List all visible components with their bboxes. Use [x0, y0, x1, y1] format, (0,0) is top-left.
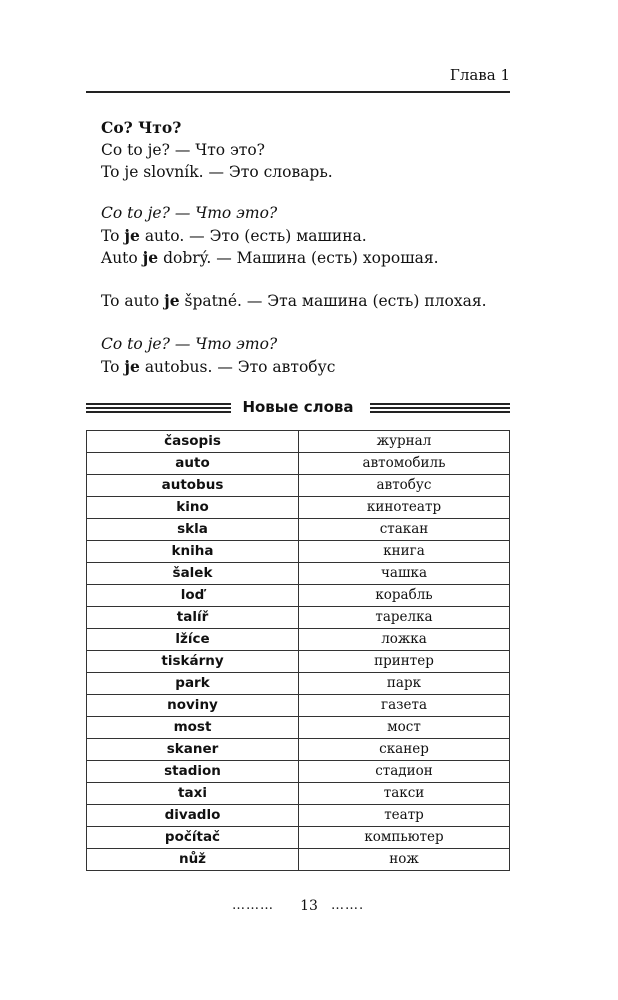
czech-word: most [87, 717, 299, 739]
text-line [101, 357, 335, 376]
russian-translation: книга [299, 541, 510, 563]
russian-translation: корабль [299, 585, 510, 607]
text-line [101, 335, 277, 353]
footer-dots-left: ……… [232, 898, 274, 913]
text-line [101, 291, 487, 310]
text-line [101, 118, 181, 137]
russian-translation: компьютер [299, 827, 510, 849]
table-row [87, 585, 510, 607]
text-fragment: To auto [101, 292, 165, 310]
table-row [87, 475, 510, 497]
text-fragment: To je slovník. — Это словарь. [101, 163, 333, 181]
table-row [87, 849, 510, 871]
russian-translation: мост [299, 717, 510, 739]
text-fragment: Co to je? — Что это? [101, 204, 278, 222]
czech-word: auto [87, 453, 299, 475]
text-fragment: špatné. — Эта машина (есть) плохая. [179, 292, 487, 310]
bold-fragment: je [124, 226, 140, 245]
russian-translation: принтер [299, 651, 510, 673]
czech-word: divadlo [87, 805, 299, 827]
russian-translation: ложка [299, 629, 510, 651]
footer-dots-right: ……. [331, 898, 365, 913]
russian-translation: кинотеатр [299, 497, 510, 519]
czech-word: skla [87, 519, 299, 541]
text-fragment: Co to je? — Что это? [101, 141, 265, 159]
text-line [101, 163, 333, 181]
czech-word: časopis [87, 431, 299, 453]
table-row [87, 629, 510, 651]
czech-word: kniha [87, 541, 299, 563]
table-row [87, 695, 510, 717]
russian-translation: автомобиль [299, 453, 510, 475]
text-fragment: To [101, 227, 125, 245]
text-fragment: dobrý. — Машина (есть) хорошая. [158, 249, 439, 267]
bold-fragment: je [142, 248, 159, 267]
text-fragment: To [101, 358, 125, 376]
russian-translation: газета [299, 695, 510, 717]
section-title: Новые слова [242, 398, 354, 416]
bold-fragment: Co? Что? [101, 118, 182, 137]
russian-translation: парк [299, 673, 510, 695]
text-line [101, 141, 265, 159]
text-fragment: auto. — Это (есть) машина. [139, 227, 367, 245]
text-fragment: autobus. — Это автобус [139, 358, 336, 376]
text-fragment: Auto [101, 249, 143, 267]
table-row [87, 739, 510, 761]
russian-translation: сканер [299, 739, 510, 761]
russian-translation: стадион [299, 761, 510, 783]
russian-translation: журнал [299, 431, 510, 453]
czech-word: noviny [87, 695, 299, 717]
heading-stripes-right [370, 403, 510, 413]
page-number: 13 [300, 898, 318, 914]
czech-word: taxi [87, 783, 299, 805]
section-heading [86, 397, 510, 419]
czech-word: autobus [87, 475, 299, 497]
russian-translation: нож [299, 849, 510, 871]
czech-word: lžíce [87, 629, 299, 651]
table-row [87, 805, 510, 827]
czech-word: talíř [87, 607, 299, 629]
vocabulary-table [86, 430, 510, 871]
russian-translation: автобус [299, 475, 510, 497]
czech-word: park [87, 673, 299, 695]
table-row [87, 717, 510, 739]
text-line [101, 248, 439, 267]
czech-word: skaner [87, 739, 299, 761]
table-row [87, 607, 510, 629]
russian-translation: чашка [299, 563, 510, 585]
czech-word: tiskárny [87, 651, 299, 673]
table-row [87, 497, 510, 519]
table-row [87, 651, 510, 673]
russian-translation: стакан [299, 519, 510, 541]
bold-fragment: je [164, 291, 180, 310]
bold-fragment: je [124, 357, 140, 376]
czech-word: kino [87, 497, 299, 519]
table-row [87, 453, 510, 475]
table-row [87, 431, 510, 453]
czech-word: loď [87, 585, 299, 607]
text-line [101, 204, 277, 222]
czech-word: nůž [87, 849, 299, 871]
text-line [101, 226, 367, 245]
table-row [87, 827, 510, 849]
russian-translation: тарелка [299, 607, 510, 629]
text-fragment: Co to je? — Что это? [101, 335, 278, 353]
czech-word: stadion [87, 761, 299, 783]
table-row [87, 673, 510, 695]
russian-translation: такси [299, 783, 510, 805]
czech-word: počítač [87, 827, 299, 849]
table-row [87, 783, 510, 805]
czech-word: šalek [87, 563, 299, 585]
table-row [87, 563, 510, 585]
table-row [87, 541, 510, 563]
chapter-header: Глава 1 [449, 66, 510, 84]
table-row [87, 519, 510, 541]
table-row [87, 761, 510, 783]
header-rule [86, 91, 510, 93]
russian-translation: театр [299, 805, 510, 827]
